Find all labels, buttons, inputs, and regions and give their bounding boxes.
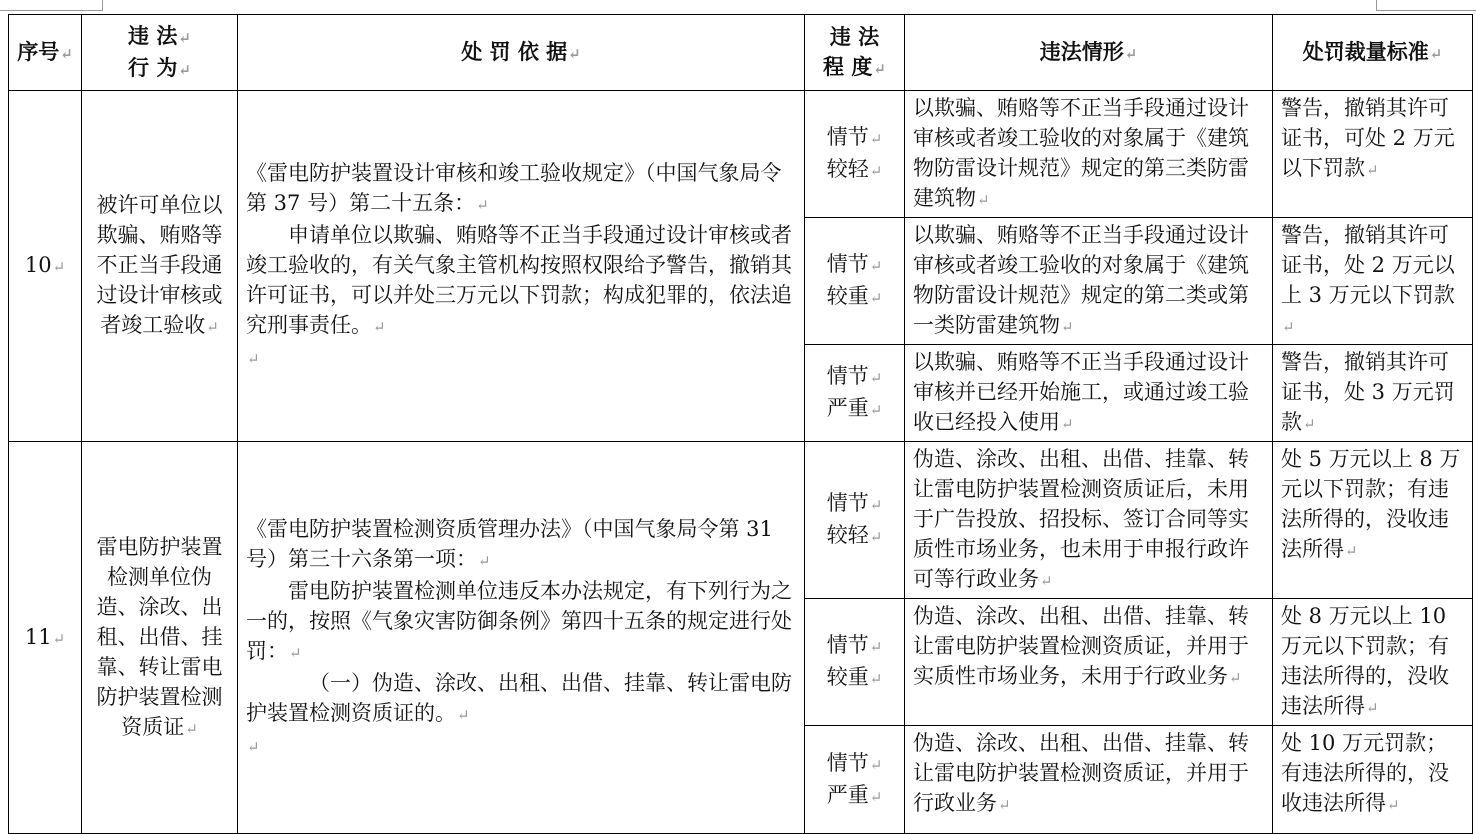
- table-row: [9, 91, 1473, 218]
- basis-item: （一）伪造、涂改、出租、出借、挂靠、转让雷电防护装置检测资质证的。↵: [246, 670, 792, 725]
- penalty-standard: 警告，撤销其许可证书，处 2 万元以上 3 万元以下罚款↵: [1273, 218, 1473, 345]
- violation-situation: 以欺骗、贿赂等不正当手段通过设计审核或者竣工验收的对象属于《建筑物防雷设计规范》规定的第三类防雷建筑物↵: [905, 91, 1273, 218]
- violation-degree: 情节↵ 较重↵: [805, 218, 905, 345]
- penalty-discretion-table: [8, 14, 1473, 834]
- header-row: [9, 15, 1473, 91]
- table-row: [9, 442, 1473, 599]
- basis-body: 雷电防护装置检测单位违反本办法规定，有下列行为之一的，按照《气象灾害防御条例》第四十五条的规定进行处罚：↵: [246, 578, 792, 663]
- header-penalty-standard: 处罚裁量标准↵: [1273, 15, 1473, 91]
- violation-situation: 伪造、涂改、出租、出借、挂靠、转让雷电防护装置检测资质证，并用于行政业务↵: [905, 726, 1273, 834]
- basis-empty-paragraph: ↵: [247, 737, 260, 756]
- penalty-standard: 警告，撤销其许可证书，可处 2 万元以下罚款↵: [1273, 91, 1473, 218]
- header-penalty-basis: 处 罚 依 据↵: [238, 15, 805, 91]
- violation-act: 被许可单位以欺骗、贿赂等不正当手段通过设计审核或者竣工验收↵: [82, 91, 238, 442]
- header-violation-degree: 违 法 程 度↵: [805, 15, 905, 91]
- basis-heading: 《雷电防护装置检测资质管理办法》（中国气象局令第 31 号）第三十六条第一项：↵: [246, 516, 773, 571]
- header-seq: 序号↵: [9, 15, 82, 91]
- penalty-standard: 处 5 万元以上 8 万元以下罚款；有违法所得的，没收违法所得↵: [1273, 442, 1473, 599]
- header-violation-situation: 违法情形↵: [905, 15, 1273, 91]
- violation-situation: 伪造、涂改、出租、出借、挂靠、转让雷电防护装置检测资质证，并用于实质性市场业务，未用于行政业务↵: [905, 599, 1273, 726]
- violation-degree: 情节↵ 较轻↵: [805, 442, 905, 599]
- row-number: 11↵: [9, 442, 82, 834]
- page-corner-mark-right: [1376, 0, 1476, 11]
- violation-degree: 情节↵ 严重↵: [805, 726, 905, 834]
- penalty-basis: [238, 442, 805, 834]
- violation-degree: 情节↵ 严重↵: [805, 345, 905, 442]
- violation-situation: 伪造、涂改、出租、出借、挂靠、转让雷电防护装置检测资质证后，未用于广告投放、招投标、签订合同等实质性市场业务，也未用于申报行政许可等行政业务↵: [905, 442, 1273, 599]
- penalty-basis: [238, 91, 805, 442]
- violation-situation: 以欺骗、贿赂等不正当手段通过设计审核或者竣工验收的对象属于《建筑物防雷设计规范》规定的第二类或第一类防雷建筑物↵: [905, 218, 1273, 345]
- header-violation-act: 违 法↵ 行 为↵: [82, 15, 238, 91]
- basis-heading: 《雷电防护装置设计审核和竣工验收规定》（中国气象局令第 37 号）第二十五条：↵: [246, 161, 782, 215]
- row-number: 10↵: [9, 91, 82, 442]
- violation-degree: 情节↵ 较重↵: [805, 599, 905, 726]
- violation-situation: 以欺骗、贿赂等不正当手段通过设计审核并已经开始施工，或通过竣工验收已经投入使用↵: [905, 345, 1273, 442]
- violation-degree: 情节↵ 较轻↵: [805, 91, 905, 218]
- penalty-standard: 警告，撤销其许可证书，处 3 万元罚款↵: [1273, 345, 1473, 442]
- page-corner-mark-left: [0, 0, 103, 11]
- penalty-standard: 处 8 万元以上 10 万元以下罚款；有违法所得的，没收违法所得↵: [1273, 599, 1473, 726]
- basis-empty-paragraph: ↵: [247, 350, 260, 368]
- violation-act: 雷电防护装置检测单位伪造、涂改、出租、出借、挂靠、转让雷电防护装置检测资质证↵: [82, 442, 238, 834]
- basis-body: 申请单位以欺骗、贿赂等不正当手段通过设计审核或者竣工验收的，有关气象主管机构按照权限给予警告，撤销其许可证书，可以并处三万元以下罚款；构成犯罪的，依法追究刑事责任。↵: [246, 223, 792, 337]
- penalty-standard: 处 10 万元罚款；有违法所得的，没收违法所得↵: [1273, 726, 1473, 834]
